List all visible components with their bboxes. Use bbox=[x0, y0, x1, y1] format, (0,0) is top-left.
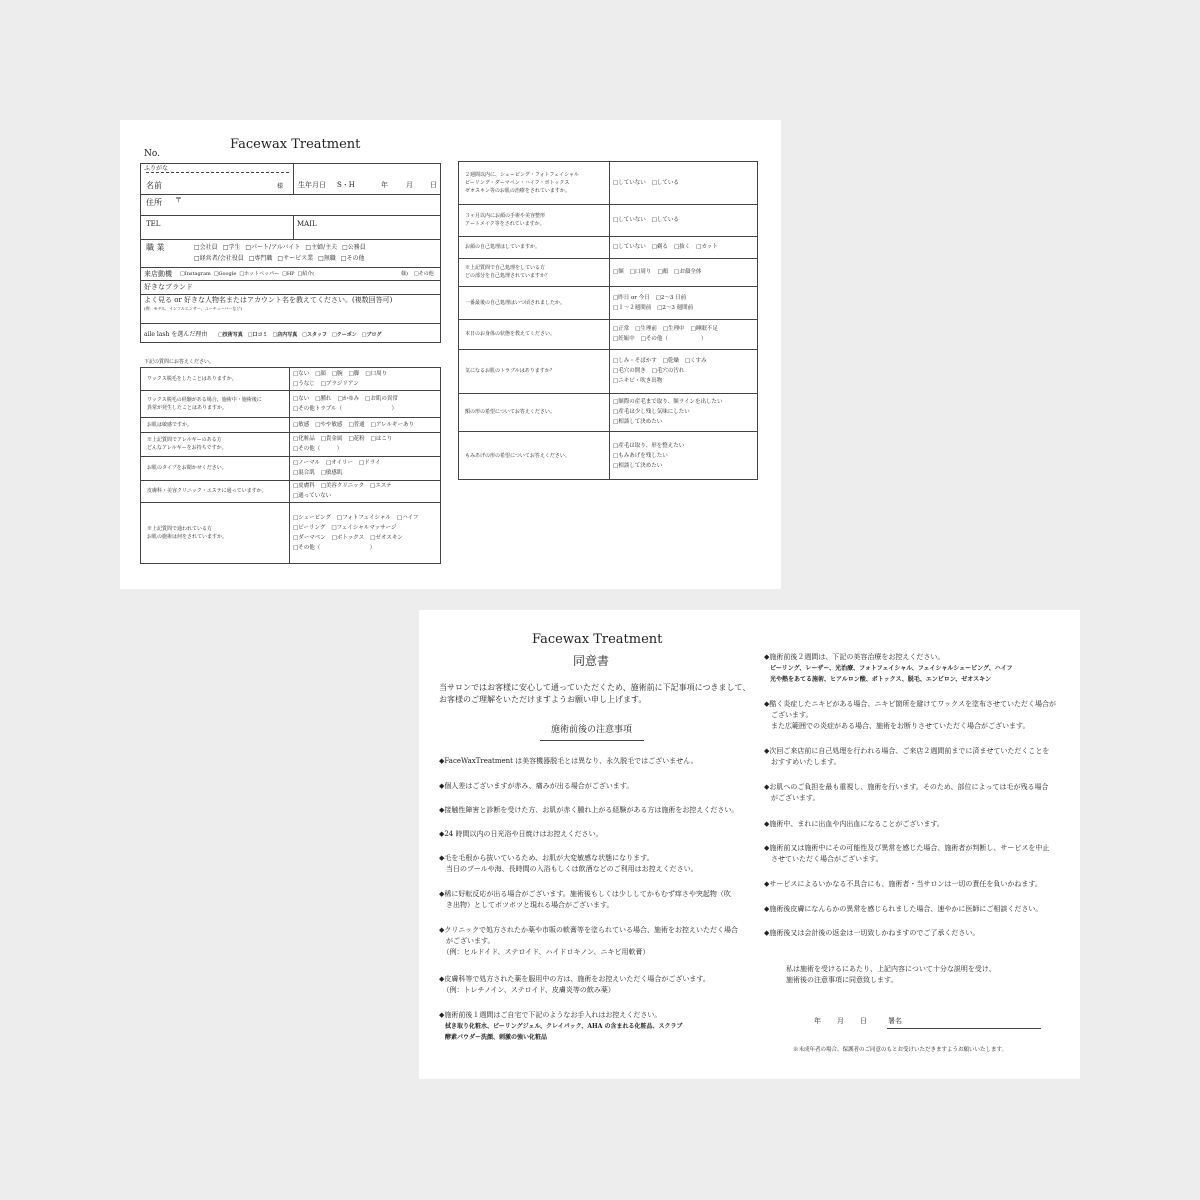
checkbox-option[interactable]: □ 技術写真 bbox=[218, 332, 243, 338]
checkbox-option[interactable]: □ ダーマペン bbox=[293, 533, 326, 543]
checkbox-option[interactable]: □ 産毛は少し残し気味にしたい bbox=[613, 407, 690, 417]
questionnaire-sheet bbox=[120, 120, 781, 589]
person-label: よく見る or 好きな人物名またはアカウント名を教えてください。(複数回答可) bbox=[144, 296, 393, 304]
checkbox-option[interactable]: □ やや敏感 bbox=[315, 420, 342, 430]
checkbox-option[interactable]: □ アレルギーあり bbox=[371, 420, 414, 430]
checkbox-option[interactable]: □ 通っていない bbox=[293, 491, 331, 501]
notice-item: ◆クリニックで処方されたか薬や市販の軟膏等を塗られている場合、施術をお控えいただく場合 がございます。 （例：ヒルドイド、ステロイド、ハイドロキノン、ニキビ用軟膏） bbox=[439, 926, 738, 956]
notice-item: ◆施術前又は施術中にその可能性及び異常を感じた場合、施術者が判断し、サービスを中止 させていただく場合がございます。 bbox=[764, 844, 1050, 863]
checkbox-option[interactable]: □ ブログ bbox=[362, 332, 382, 338]
checkbox-option[interactable]: □ 公務員 bbox=[342, 244, 366, 252]
checkbox-option[interactable]: □ エステ bbox=[370, 481, 392, 491]
checkbox-option[interactable]: □ 剃る bbox=[652, 242, 668, 252]
checkbox-option[interactable]: □ 敏感肌 bbox=[321, 468, 343, 478]
checkbox-option[interactable]: □ ドライ bbox=[359, 458, 381, 468]
notice-item: ◆次回ご来店前に自己処理を行われる場合、ご来店２週間前までに済ませていただくことを おすすめいたします。 bbox=[764, 747, 1050, 766]
checkbox-option[interactable]: □ フェイシャルマッサージ bbox=[331, 523, 396, 533]
checkbox-option[interactable]: □ 学生 bbox=[223, 244, 241, 252]
notice-item: ◆24 時間以内の日光浴や日焼けはお控えください。 bbox=[439, 830, 603, 838]
checkbox-option[interactable]: □ 混合肌 bbox=[293, 468, 315, 478]
question-text: ３ヶ月以内にお顔の手術や美容整形 アートメイク等をされていますか。 bbox=[465, 213, 546, 227]
checkbox-option[interactable]: □ かゆみ bbox=[337, 394, 359, 404]
job-options-row1 bbox=[194, 244, 371, 252]
checkbox-option[interactable]: □ 腕 bbox=[332, 369, 343, 379]
checkbox-option[interactable]: □ 毛穴の汚れ bbox=[652, 366, 685, 376]
checkbox-option[interactable]: □ 生理中 bbox=[663, 324, 685, 334]
answer-options bbox=[613, 267, 707, 277]
checkbox-option[interactable]: □ ハイフ bbox=[397, 513, 419, 523]
signature-line bbox=[887, 1028, 1041, 1029]
checkbox-option[interactable]: □ パート/アルバイト bbox=[245, 244, 300, 252]
checkbox-option[interactable]: □ 相談して決めたい bbox=[613, 417, 662, 427]
sheet1-title: Facewax Treatment bbox=[230, 137, 361, 152]
checkbox-option[interactable]: □ 皮膚科 bbox=[293, 481, 315, 491]
checkbox-option[interactable]: □ 2〜3 週間前 bbox=[657, 303, 693, 313]
checkbox-option[interactable]: □ 花粉 bbox=[348, 434, 364, 444]
notice-item: ◆施術前後１週間はご自宅で下記のようなお手入れはお控えください。 拭き取り化粧水、ピーリングジェル、クレイパック、AHA の含まれる化粧品、スクラブ 酵素パウダー洗顔、刺激の強い化粧品 bbox=[439, 1011, 683, 1041]
question-text: もみあげの形の希望についてお答えください。 bbox=[465, 452, 570, 459]
answer-options bbox=[613, 293, 699, 313]
answer-options bbox=[293, 434, 398, 454]
job-options-row2 bbox=[194, 255, 369, 263]
notice-item: ◆酷く炎症したニキビがある場合、ニキビ箇所を避けてワックスを塗布させていただく場合が ございます。 また広範囲での炎症がある場合、施術をお断りさせていただく場合がございます。 bbox=[764, 700, 1056, 730]
right-questions-table bbox=[458, 161, 758, 480]
name-label: 名前 bbox=[146, 181, 162, 190]
checkbox-option[interactable]: □ していない bbox=[613, 215, 646, 225]
visit-other: □ その他 bbox=[414, 271, 434, 277]
checkbox-option[interactable]: □ 普通 bbox=[348, 420, 364, 430]
reason-label: aile lash を選んだ理由 bbox=[144, 331, 208, 338]
checkbox-option[interactable]: □ クーポン bbox=[332, 332, 357, 338]
answer-options bbox=[613, 441, 690, 471]
checkbox-option[interactable]: □ ブラジリアン bbox=[321, 379, 359, 389]
checkbox-option[interactable]: □ はこり bbox=[371, 434, 393, 444]
sign-year-label: 年 bbox=[814, 1017, 821, 1025]
sama-label: 様 bbox=[277, 183, 284, 190]
question-text: ワックス脱毛をしたことはありますか。 bbox=[147, 375, 237, 382]
question-text: ※上記質問で通われている方 お肌の施術は何をされていますか。 bbox=[147, 526, 228, 540]
answer-options bbox=[613, 178, 685, 188]
checkbox-option[interactable]: □ カット bbox=[696, 242, 718, 252]
question-text: 気になるお肌のトラブルはありますか？ bbox=[465, 368, 555, 374]
checkbox-option[interactable]: □ お顔全体 bbox=[674, 267, 701, 277]
question-text: 本日のお身体の状態を教えてください。 bbox=[465, 331, 556, 337]
sheet2-title: Facewax Treatment bbox=[532, 632, 663, 647]
tel-label: TEL bbox=[146, 220, 161, 228]
checkbox-option[interactable]: □ している bbox=[652, 178, 679, 188]
checkbox-option[interactable]: □ している bbox=[652, 215, 679, 225]
checkbox-option[interactable]: □ その他 bbox=[341, 255, 365, 263]
checkbox-option[interactable]: □ HP bbox=[282, 271, 294, 277]
checkbox-option[interactable]: □ 腫れ bbox=[315, 394, 331, 404]
checkbox-option[interactable]: □ ない bbox=[293, 394, 309, 404]
question-text: ワックス脱毛の経験がある場合、施術中・施術後に 異常が発生したことはありますか。 bbox=[147, 396, 262, 411]
checkbox-option[interactable]: □ 美容クリニック bbox=[321, 481, 364, 491]
checkbox-option[interactable]: □ 主婦/主夫 bbox=[305, 244, 337, 252]
checkbox-option[interactable]: □ 無職 bbox=[318, 255, 336, 263]
checkbox-option[interactable]: □ その他（ ） bbox=[293, 543, 375, 553]
notice-item: ◆施術前後２週間は、下記の美容治療をお控えください。 ピーリング、レーザー、光治療、フォトフェイシャル、フェイシャルシェービング、ハイフ 光や熱をあてる施術、ヒアルロン酸、ボトックス、脱毛、エンビロン、ゼオスキン bbox=[764, 653, 1013, 683]
checkbox-option[interactable]: □ していない bbox=[613, 178, 646, 188]
mail-label: MAIL bbox=[297, 220, 317, 228]
section-heading: 施術前後の注意事項 bbox=[551, 725, 633, 735]
answer-options bbox=[293, 481, 398, 501]
job-label: 職 業 bbox=[146, 243, 165, 252]
brand-label: 好きなブランド bbox=[144, 283, 193, 291]
checkbox-option[interactable]: □ １〜２週間前 bbox=[613, 303, 651, 313]
notice-item: ◆接触性障害と診断を受けた方、お肌が赤く腫れ上がる経験がある方は施術をお控えください。 bbox=[439, 806, 739, 814]
answer-options bbox=[613, 242, 724, 252]
checkbox-option[interactable]: □ ホットペッパー bbox=[239, 271, 279, 277]
questions-intro: 下記の質問にお答えください。 bbox=[144, 359, 215, 365]
checkbox-option[interactable]: □ ピーリング bbox=[293, 523, 325, 533]
consent-statement: 私は施術を受けるにあたり、上記内容について十分な説明を受け、 施術後の注意事項に同意致します。 bbox=[786, 965, 996, 984]
notice-item: ◆FaceWaxTreatment は美容機器脱毛とは異なり、永久脱毛ではございません。 bbox=[439, 757, 698, 765]
checkbox-option[interactable]: □ 相談して決めたい bbox=[613, 461, 662, 471]
checkbox-option[interactable]: □ 顔 bbox=[315, 369, 326, 379]
notice-item: ◆施術中、まれに出血や内出血になることがございます。 bbox=[764, 820, 944, 828]
checkbox-option[interactable]: □ 産毛は取り、形を整えたい bbox=[613, 441, 684, 451]
notice-item: ◆施術後又は会計後の返金は一切致しかねますのでご了承ください。 bbox=[764, 929, 980, 937]
postal-mark: 〒 bbox=[175, 196, 182, 204]
question-text: 一番最後の自己処理はいつ頃されましたか。 bbox=[465, 299, 566, 306]
checkbox-option[interactable]: □ 昨日 or 今日 bbox=[613, 293, 650, 303]
notice-item: ◆サービスによるいかなる不具合にも、施術者・当サロンは一切の責任を負いかねます。 bbox=[764, 880, 1042, 888]
checkbox-option[interactable]: □ 毛穴の開き bbox=[613, 366, 646, 376]
checkbox-option[interactable]: □ ない bbox=[293, 369, 309, 379]
checkbox-option[interactable]: □ ゼオスキン bbox=[370, 533, 403, 543]
checkbox-option[interactable]: □ スタッフ bbox=[302, 332, 327, 338]
checkbox-option[interactable]: □ 乾燥 bbox=[663, 356, 679, 366]
checkbox-option[interactable]: □ 会社員 bbox=[194, 244, 218, 252]
checkbox-option[interactable]: □ うなじ bbox=[293, 379, 315, 389]
checkbox-option[interactable]: □ その他（ ） bbox=[293, 444, 342, 454]
checkbox-option[interactable]: □ 妊娠中 bbox=[613, 334, 635, 344]
checkbox-option[interactable]: □ していない bbox=[613, 242, 646, 252]
question-text: 額の形の希望についてお答えください。 bbox=[465, 409, 555, 415]
consent-sheet bbox=[419, 610, 1080, 1079]
checkbox-option[interactable]: □ 専門職 bbox=[249, 255, 273, 263]
checkbox-option[interactable]: □ 頬 bbox=[657, 267, 668, 277]
notice-item: ◆お肌へのご負担を最も重視し、施術を行います。そのため、部位によっては毛が残る場合 がございます。 bbox=[764, 783, 1049, 802]
sign-label: 署名 bbox=[888, 1017, 902, 1025]
address-label: 住所 bbox=[146, 198, 162, 207]
checkbox-option[interactable]: □ 2〜3 日前 bbox=[656, 293, 686, 303]
notice-item: ◆個人差はございますが赤み、痛みが出る場合がございます。 bbox=[439, 782, 634, 790]
sheet2-subtitle: 同意書 bbox=[573, 654, 610, 668]
question-text: ※上記質問でアレルギーのある方 どんなアレルギーをお持ちですか。 bbox=[147, 437, 227, 451]
birth-era: S・H bbox=[337, 181, 355, 189]
answer-options bbox=[293, 369, 393, 389]
visit-suffix: 様) bbox=[401, 271, 408, 277]
checkbox-option[interactable]: □ その他トラブル（ ） bbox=[293, 404, 397, 414]
checkbox-option[interactable]: □ 貴金属 bbox=[321, 434, 343, 444]
checkbox-option[interactable]: □ オイリー bbox=[326, 458, 353, 468]
checkbox-option[interactable]: □ サービス業 bbox=[277, 255, 313, 263]
checkbox-option[interactable]: □ Google bbox=[214, 271, 237, 277]
answer-options bbox=[613, 397, 729, 427]
question-text: お肌のタイプをお聞かせください。 bbox=[147, 465, 227, 471]
checkbox-option[interactable]: □ 紹介( bbox=[298, 271, 315, 277]
checkbox-option[interactable]: □ 敏感 bbox=[293, 420, 309, 430]
sign-day-label: 日 bbox=[860, 1017, 867, 1025]
birth-year-label: 年 bbox=[381, 181, 388, 189]
question-text: お顔の自己処理はしていますか。 bbox=[465, 244, 541, 250]
footnote: ※未成年者の場合、保護者のご同意のもとお受けいただきますようお願いいたします。 bbox=[793, 1047, 1008, 1053]
checkbox-option[interactable]: □ シェービング bbox=[293, 513, 331, 523]
answer-options bbox=[613, 356, 713, 386]
question-text: ２週間以内に、シェービング・フォトフェイシャル ピーリング・ダーマペン・ハイフ・ボトックス ゼオスキン等のお肌の治療をされていますか。 bbox=[465, 171, 580, 194]
checkbox-option[interactable]: □ しみ・そばかす bbox=[613, 356, 657, 366]
birth-month-label: 月 bbox=[406, 181, 413, 189]
checkbox-option[interactable]: □ ボトックス bbox=[332, 533, 364, 543]
personal-info-table bbox=[140, 163, 441, 343]
checkbox-option[interactable]: □ 店内写真 bbox=[273, 332, 298, 338]
answer-options bbox=[293, 513, 424, 553]
checkbox-option[interactable]: □ もみあげを残したい bbox=[613, 451, 668, 461]
person-example: (例：モデル、インフルエンサー、ユーチューバーなど) bbox=[144, 306, 242, 311]
checkbox-option[interactable]: □ 口周り bbox=[630, 267, 652, 277]
checkbox-option[interactable]: □ 生理前 bbox=[635, 324, 657, 334]
notice-item: ◆稀に好転反応が出る場合がございます。施術後もしくは少ししてかもむず痒さや突起物（吹 き出物）としてボツボツと現れる場合がございます。 bbox=[439, 890, 731, 909]
notice-item: ◆施術後皮膚になんらかの異常を感じられました場合、速やかに医師にご相談ください。 bbox=[764, 905, 1043, 913]
checkbox-option[interactable]: □ ノーマル bbox=[293, 458, 320, 468]
checkbox-option[interactable]: □ ニキビ・吹き出物 bbox=[613, 376, 662, 386]
checkbox-option[interactable]: □ 口周り bbox=[365, 369, 387, 379]
checkbox-option[interactable]: □ その他（ ） bbox=[641, 334, 707, 344]
sign-month-label: 月 bbox=[837, 1017, 844, 1025]
notice-item: ◆皮膚科等で処方された薬を服用中の方は、施術をお控えいただく場合がございます。 （例：トレチノイン、ステロイド、皮膚炎等の飲み薬） bbox=[439, 975, 710, 994]
answer-options bbox=[613, 215, 685, 225]
birth-day-label: 日 bbox=[430, 181, 437, 189]
checkbox-option[interactable]: □ 抜く bbox=[674, 242, 690, 252]
visit-label: 来店動機 bbox=[144, 270, 172, 278]
answer-options bbox=[293, 458, 387, 478]
answer-options bbox=[293, 394, 404, 414]
consent-intro: 当サロンではお客様に安心して通っていただくため、施術前に下記事項につきまして、 お客様のご理解をいただけますようお願い申し上げます。 bbox=[439, 683, 751, 704]
question-text: 皮膚科・美容クリニック・エステに通っていますか。 bbox=[147, 488, 267, 494]
birth-label: 生年月日 bbox=[298, 181, 326, 189]
checkbox-option[interactable]: □ くすみ bbox=[685, 356, 707, 366]
furigana-label: ふりがな bbox=[144, 165, 169, 172]
question-text: ※上記質問で自己処理をしている方 どの部分を自己処理されていますか？ bbox=[465, 265, 551, 279]
checkbox-option[interactable]: □ 脚 bbox=[349, 369, 360, 379]
checkbox-option[interactable]: □ 口コミ bbox=[248, 332, 268, 338]
notice-item: ◆毛を毛根から抜いているため、お肌が大変敏感な状態になります。 当日のプールや海、長時間の入浴もしくは飲酒などのご利用はお控えください。 bbox=[439, 854, 698, 873]
answer-options bbox=[293, 420, 420, 430]
visit-options bbox=[180, 271, 317, 277]
checkbox-option[interactable]: □ お肌の異常 bbox=[365, 394, 398, 404]
checkbox-option[interactable]: □ Instagram bbox=[180, 271, 211, 277]
checkbox-option[interactable]: □ 額 bbox=[613, 267, 624, 277]
checkbox-option[interactable]: □ フォトフェイシャル bbox=[337, 513, 391, 523]
checkbox-option[interactable]: □ 化粧品 bbox=[293, 434, 315, 444]
question-text: お肌は敏感ですか。 bbox=[147, 421, 193, 428]
reason-options bbox=[218, 332, 387, 338]
checkbox-option[interactable]: □ 経営者/会社役員 bbox=[194, 255, 244, 263]
checkbox-option[interactable]: □ 正常 bbox=[613, 324, 629, 334]
checkbox-option[interactable]: □ 額際の産毛まで取り、額ラインを出したい bbox=[613, 397, 723, 407]
no-label: No. bbox=[144, 149, 160, 159]
checkbox-option[interactable]: □ 睡眠不足 bbox=[691, 324, 718, 334]
answer-options bbox=[613, 324, 724, 344]
